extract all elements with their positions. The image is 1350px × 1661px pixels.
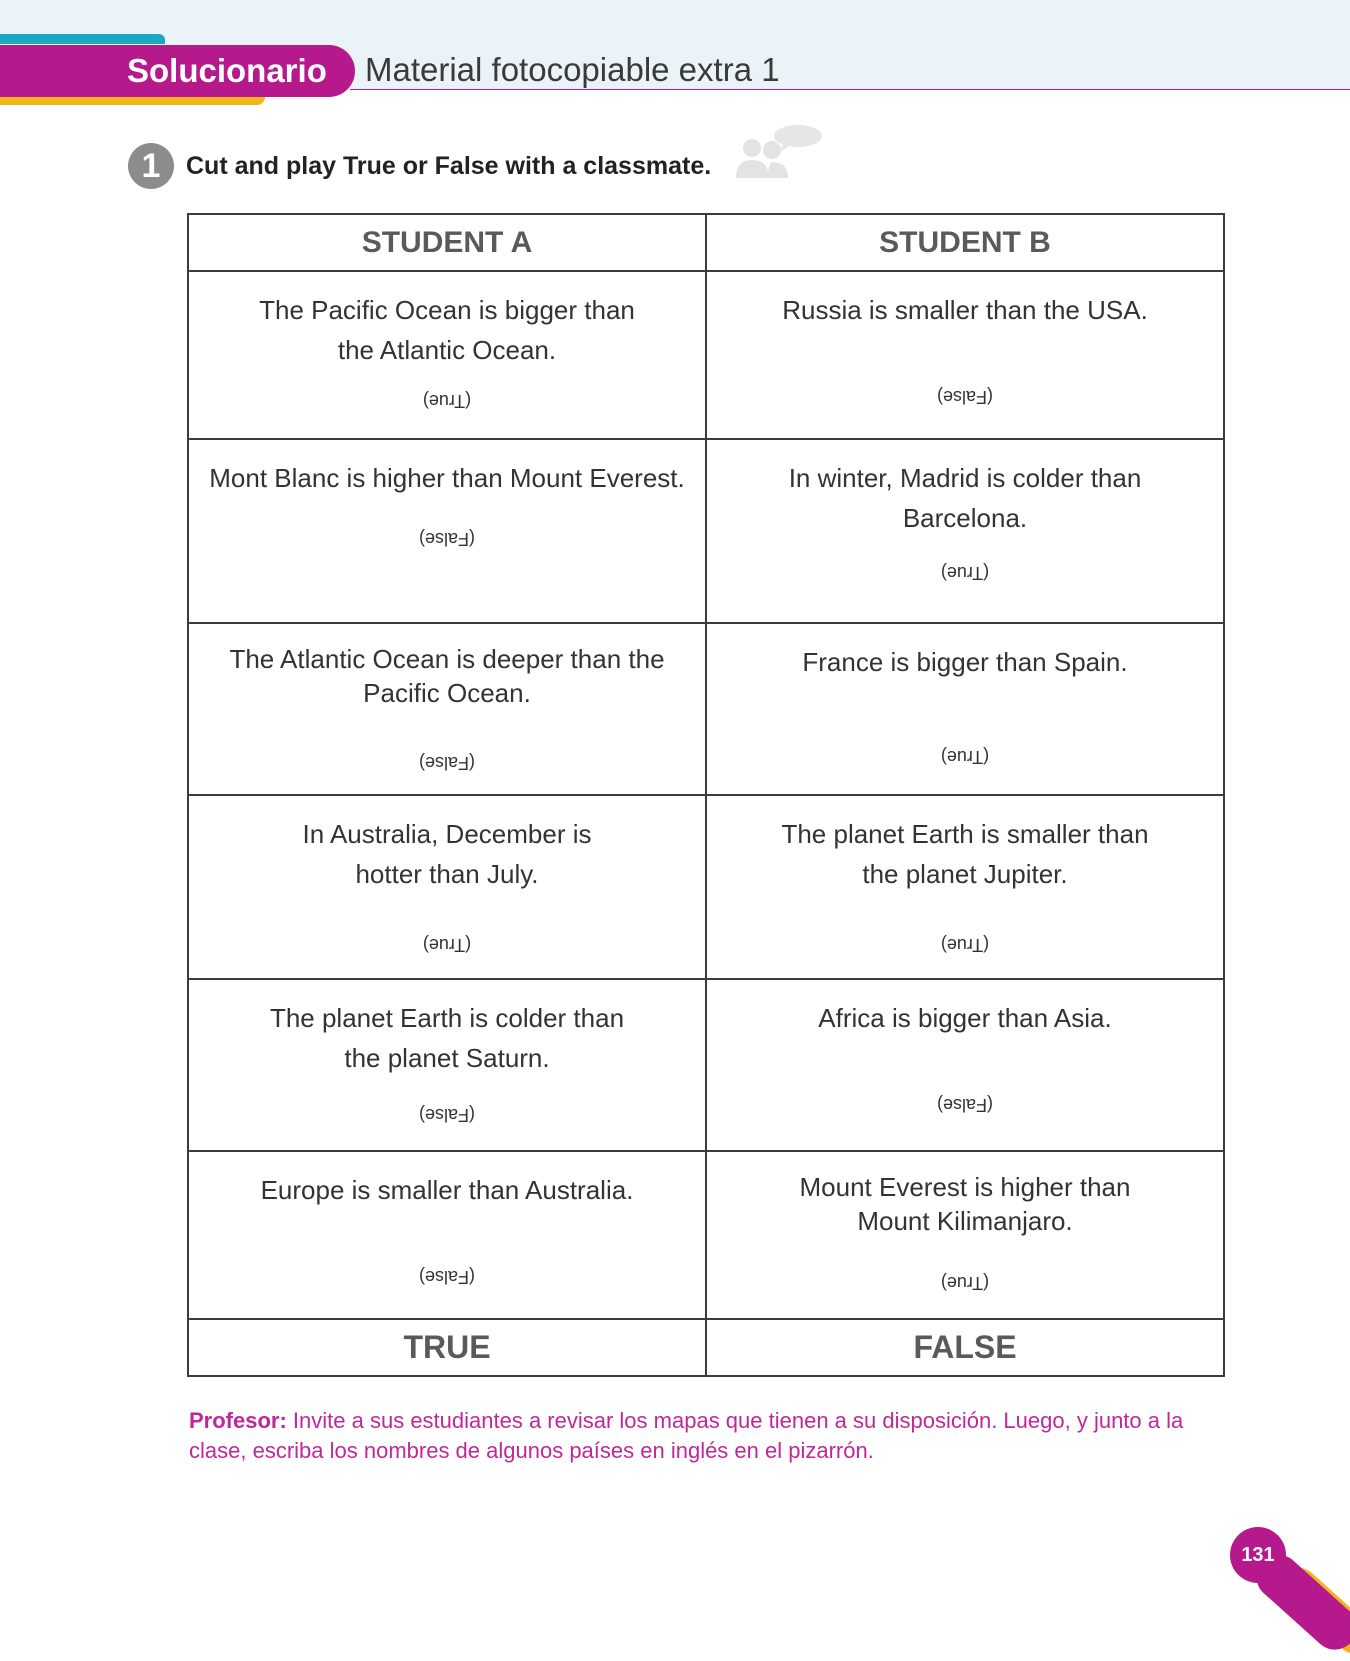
card-student-b	[706, 623, 1224, 795]
card-answer: (True)	[940, 1273, 990, 1293]
card-statement: The Atlantic Ocean is deeper than the Pacific Ocean.	[229, 644, 665, 708]
card-answer: (False)	[419, 753, 476, 773]
exercise-instruction: Cut and play True or False with a classmate.	[186, 152, 712, 180]
card-answer: (True)	[940, 747, 990, 767]
card-statement: In winter, Madrid is colder than Barcelona.	[788, 463, 1142, 533]
card-answer: (True)	[422, 935, 472, 955]
card-statement: Africa is bigger than Asia.	[818, 1003, 1112, 1033]
page-subtitle: Material fotocopiable extra 1	[365, 51, 780, 88]
card-student-b	[706, 979, 1224, 1151]
card-answer: (False)	[419, 1267, 476, 1287]
card-answer: (False)	[419, 529, 476, 549]
card-student-a	[188, 439, 706, 623]
card-answer: (False)	[937, 387, 994, 407]
card-statement: France is bigger than Spain.	[802, 647, 1128, 677]
column-header-student-b: STUDENT B	[706, 214, 1224, 271]
card-statement: The planet Earth is smaller than the planet Jupiter.	[781, 819, 1149, 889]
teacher-note-label: Profesor:	[189, 1408, 287, 1433]
teacher-note-text: Invite a sus estudiantes a revisar los mapas que tienen a su disposición. Luego, y junto a la clase, escriba los nombres de algunos países en inglés en el pizarrón.	[189, 1408, 1184, 1463]
teacher-note	[189, 1406, 1239, 1466]
card-answer: (False)	[937, 1095, 994, 1115]
card-student-a	[188, 271, 706, 439]
card-student-b	[706, 1151, 1224, 1319]
card-answer: (True)	[422, 391, 472, 411]
card-answer: (True)	[940, 935, 990, 955]
card-statement: The Pacific Ocean is bigger than the Atlantic Ocean.	[259, 295, 635, 365]
card-statement: In Australia, December is hotter than July.	[302, 819, 592, 889]
card-student-a	[188, 1151, 706, 1319]
pair-work-icon	[732, 122, 824, 182]
card-student-b	[706, 439, 1224, 623]
column-header-student-a: STUDENT A	[188, 214, 706, 271]
card-statement: Mont Blanc is higher than Mount Everest.	[209, 463, 685, 493]
card-student-b	[706, 795, 1224, 979]
card-statement: Europe is smaller than Australia.	[260, 1175, 634, 1205]
footer-false-label: FALSE	[706, 1319, 1224, 1376]
card-statement: Mount Everest is higher than Mount Kilimanjaro.	[799, 1172, 1131, 1236]
card-answer: (True)	[940, 563, 990, 583]
exercise-number-badge: 1	[128, 143, 174, 189]
header-cyan-stripe	[0, 34, 165, 44]
card-answer: (False)	[419, 1105, 476, 1125]
footer-true-label: TRUE	[188, 1319, 706, 1376]
card-statement: Russia is smaller than the USA.	[782, 295, 1148, 325]
card-student-a	[188, 795, 706, 979]
page-number: 131	[1230, 1527, 1286, 1583]
section-label-pill	[0, 45, 355, 97]
card-student-b	[706, 271, 1224, 439]
card-statement: The planet Earth is colder than the planet Saturn.	[269, 1003, 625, 1073]
section-label: Solucionario	[127, 52, 327, 89]
card-student-a	[188, 979, 706, 1151]
card-student-a	[188, 623, 706, 795]
true-false-card-table	[187, 213, 1225, 1377]
